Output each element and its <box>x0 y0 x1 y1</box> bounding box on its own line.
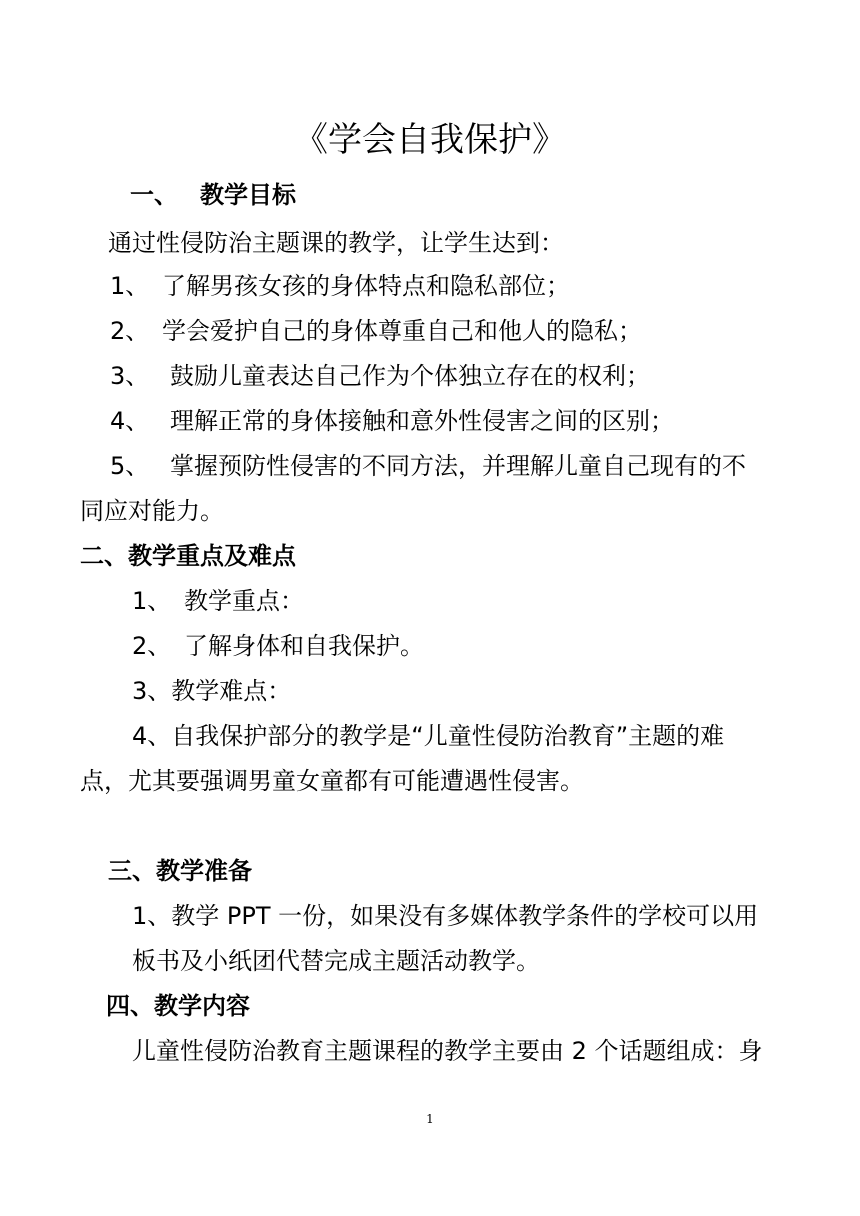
section-1-intro: 通过性侵防治主题课的教学，让学生达到： <box>108 229 564 257</box>
key-item-4: 4、自我保护部分的教学是“儿童性侵防治教育”主题的难 <box>132 722 725 750</box>
goal-item-5-continuation: 同应对能力。 <box>80 497 224 525</box>
goal-item-3-number: 3、 <box>110 362 150 390</box>
goal-item-5-text: 掌握预防性侵害的不同方法，并理解儿童自己现有的不 <box>170 452 746 480</box>
page-number: 1 <box>426 1112 434 1126</box>
goal-item-5 <box>110 451 746 481</box>
document-title: 《学会自我保护》 <box>294 120 566 160</box>
goal-item-1-text: 了解男孩女孩的身体特点和隐私部位； <box>162 272 570 300</box>
key-item-2 <box>132 631 424 661</box>
key-item-1 <box>132 586 304 616</box>
key-item-2-text: 了解身体和自我保护。 <box>184 632 424 660</box>
key-item-1-text: 教学重点： <box>184 587 304 615</box>
goal-item-3 <box>110 361 650 391</box>
section-1-title: 教学目标 <box>200 181 296 209</box>
section-4-heading: 四、教学内容 <box>106 992 250 1020</box>
section-1-heading <box>130 180 296 210</box>
goal-item-4 <box>110 406 674 436</box>
preparation-line-1: 1、教学 PPT 一份，如果没有多媒体教学条件的学校可以用 <box>132 902 759 930</box>
goal-item-2-number: 2、 <box>110 317 150 345</box>
content-line-1: 儿童性侵防治教育主题课程的教学主要由 2 个话题组成：身 <box>132 1037 763 1065</box>
goal-item-5-number: 5、 <box>110 452 150 480</box>
preparation-line-2: 板书及小纸团代替完成主题活动教学。 <box>132 947 540 975</box>
goal-item-4-text: 理解正常的身体接触和意外性侵害之间的区别； <box>170 407 674 435</box>
goal-item-4-number: 4、 <box>110 407 150 435</box>
section-3-heading: 三、教学准备 <box>108 857 252 885</box>
goal-item-1 <box>110 271 570 301</box>
section-1-number: 一、 <box>130 181 178 209</box>
section-2-heading: 二、教学重点及难点 <box>80 542 296 570</box>
key-item-1-number: 1、 <box>132 587 172 615</box>
key-item-4-continuation: 点，尤其要强调男童女童都有可能遭遇性侵害。 <box>80 767 584 795</box>
goal-item-1-number: 1、 <box>110 272 150 300</box>
key-item-3: 3、教学难点： <box>132 677 292 705</box>
goal-item-2-text: 学会爱护自己的身体尊重自己和他人的隐私； <box>162 317 642 345</box>
goal-item-2 <box>110 316 642 346</box>
goal-item-3-text: 鼓励儿童表达自己作为个体独立存在的权利； <box>170 362 650 390</box>
key-item-2-number: 2、 <box>132 632 172 660</box>
